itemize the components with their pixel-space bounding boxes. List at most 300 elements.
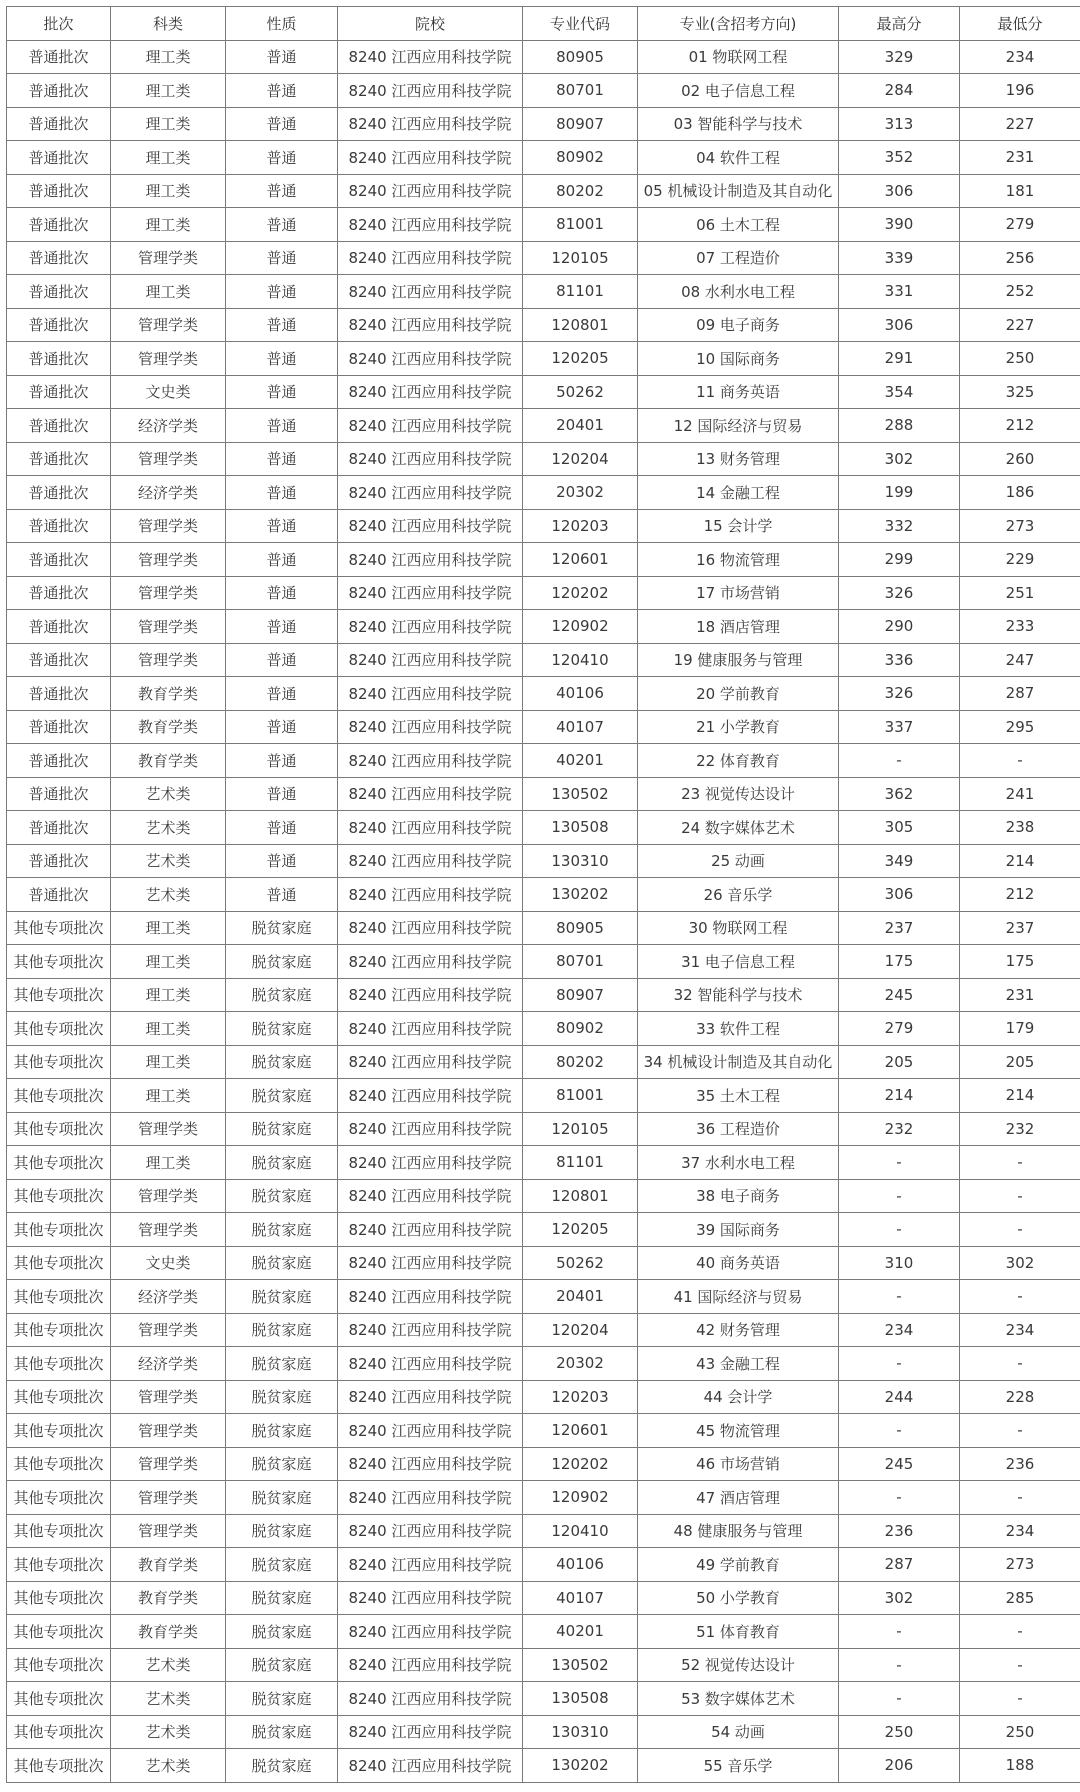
cell-type: 普通	[226, 241, 338, 275]
cell-major-code: 20401	[523, 1280, 638, 1314]
cell-max-score: -	[839, 1414, 960, 1448]
cell-batch: 普通批次	[7, 107, 111, 141]
cell-batch: 普通批次	[7, 174, 111, 208]
table-row	[7, 208, 1080, 242]
cell-category: 教育学类	[111, 710, 226, 744]
table-row	[7, 1246, 1080, 1280]
table-header-row	[7, 7, 1080, 41]
cell-school: 8240 江西应用科技学院	[338, 174, 523, 208]
cell-school: 8240 江西应用科技学院	[338, 1213, 523, 1247]
cell-school: 8240 江西应用科技学院	[338, 1548, 523, 1582]
cell-min-score: 186	[960, 476, 1080, 510]
cell-major-code: 20302	[523, 476, 638, 510]
cell-school: 8240 江西应用科技学院	[338, 74, 523, 108]
cell-type: 普通	[226, 844, 338, 878]
cell-max-score: 326	[839, 677, 960, 711]
cell-max-score: -	[839, 1648, 960, 1682]
cell-batch: 普通批次	[7, 141, 111, 175]
cell-major-code: 80902	[523, 141, 638, 175]
cell-category: 管理学类	[111, 1514, 226, 1548]
cell-min-score: 302	[960, 1246, 1080, 1280]
cell-batch: 其他专项批次	[7, 1581, 111, 1615]
cell-batch: 其他专项批次	[7, 1615, 111, 1649]
cell-batch: 普通批次	[7, 275, 111, 309]
cell-max-score: 331	[839, 275, 960, 309]
cell-major-code: 81001	[523, 208, 638, 242]
table-row	[7, 1179, 1080, 1213]
cell-min-score: -	[960, 1481, 1080, 1515]
cell-category: 管理学类	[111, 643, 226, 677]
cell-category: 理工类	[111, 40, 226, 74]
cell-max-score: 199	[839, 476, 960, 510]
table-row	[7, 1213, 1080, 1247]
table-row	[7, 509, 1080, 543]
cell-min-score: 232	[960, 1112, 1080, 1146]
cell-min-score: -	[960, 1648, 1080, 1682]
cell-category: 管理学类	[111, 576, 226, 610]
cell-category: 管理学类	[111, 1112, 226, 1146]
cell-max-score: -	[839, 1615, 960, 1649]
cell-category: 艺术类	[111, 844, 226, 878]
cell-major-code: 80907	[523, 107, 638, 141]
cell-school: 8240 江西应用科技学院	[338, 476, 523, 510]
cell-batch: 其他专项批次	[7, 1414, 111, 1448]
table-row	[7, 174, 1080, 208]
cell-min-score: 188	[960, 1749, 1080, 1783]
cell-type: 普通	[226, 710, 338, 744]
cell-category: 管理学类	[111, 442, 226, 476]
cell-min-score: -	[960, 1280, 1080, 1314]
cell-type: 脱贫家庭	[226, 1246, 338, 1280]
cell-batch: 普通批次	[7, 40, 111, 74]
cell-max-score: 310	[839, 1246, 960, 1280]
cell-batch: 其他专项批次	[7, 1447, 111, 1481]
cell-category: 艺术类	[111, 1682, 226, 1716]
cell-type: 普通	[226, 174, 338, 208]
table-row	[7, 1648, 1080, 1682]
cell-min-score: 325	[960, 375, 1080, 409]
cell-category: 管理学类	[111, 342, 226, 376]
cell-major-code: 40106	[523, 677, 638, 711]
cell-school: 8240 江西应用科技学院	[338, 543, 523, 577]
cell-category: 教育学类	[111, 744, 226, 778]
header-type: 性质	[226, 7, 338, 41]
cell-type: 普通	[226, 677, 338, 711]
cell-major-code: 130202	[523, 1749, 638, 1783]
cell-max-score: -	[839, 1179, 960, 1213]
cell-major: 13 财务管理	[638, 442, 839, 476]
cell-batch: 其他专项批次	[7, 1481, 111, 1515]
cell-min-score: 260	[960, 442, 1080, 476]
header-school: 院校	[338, 7, 523, 41]
cell-batch: 其他专项批次	[7, 978, 111, 1012]
cell-school: 8240 江西应用科技学院	[338, 1347, 523, 1381]
cell-min-score: 273	[960, 1548, 1080, 1582]
cell-major-code: 120601	[523, 543, 638, 577]
cell-major: 37 水利水电工程	[638, 1146, 839, 1180]
cell-batch: 普通批次	[7, 375, 111, 409]
cell-school: 8240 江西应用科技学院	[338, 1179, 523, 1213]
cell-major-code: 130310	[523, 1715, 638, 1749]
cell-major-code: 80202	[523, 174, 638, 208]
cell-min-score: 236	[960, 1447, 1080, 1481]
cell-major: 01 物联网工程	[638, 40, 839, 74]
cell-major-code: 120410	[523, 643, 638, 677]
cell-major: 05 机械设计制造及其自动化	[638, 174, 839, 208]
cell-school: 8240 江西应用科技学院	[338, 978, 523, 1012]
cell-type: 普通	[226, 576, 338, 610]
cell-min-score: -	[960, 1179, 1080, 1213]
cell-major: 08 水利水电工程	[638, 275, 839, 309]
table-row	[7, 1447, 1080, 1481]
cell-major: 53 数字媒体艺术	[638, 1682, 839, 1716]
table-row	[7, 878, 1080, 912]
cell-major-code: 20401	[523, 409, 638, 443]
cell-type: 脱贫家庭	[226, 1548, 338, 1582]
table-row	[7, 1280, 1080, 1314]
cell-major-code: 120202	[523, 576, 638, 610]
cell-max-score: 288	[839, 409, 960, 443]
table-row	[7, 40, 1080, 74]
cell-major-code: 80905	[523, 40, 638, 74]
cell-major-code: 40201	[523, 1615, 638, 1649]
cell-batch: 其他专项批次	[7, 1715, 111, 1749]
cell-school: 8240 江西应用科技学院	[338, 1481, 523, 1515]
cell-batch: 普通批次	[7, 342, 111, 376]
cell-school: 8240 江西应用科技学院	[338, 643, 523, 677]
cell-category: 艺术类	[111, 1715, 226, 1749]
cell-batch: 普通批次	[7, 476, 111, 510]
cell-major: 49 学前教育	[638, 1548, 839, 1582]
cell-batch: 普通批次	[7, 308, 111, 342]
cell-major-code: 81101	[523, 1146, 638, 1180]
table-row	[7, 342, 1080, 376]
table-row	[7, 107, 1080, 141]
cell-school: 8240 江西应用科技学院	[338, 1313, 523, 1347]
cell-major: 40 商务英语	[638, 1246, 839, 1280]
table-row	[7, 1615, 1080, 1649]
cell-max-score: 306	[839, 308, 960, 342]
cell-school: 8240 江西应用科技学院	[338, 308, 523, 342]
cell-max-score: 354	[839, 375, 960, 409]
cell-type: 脱贫家庭	[226, 1581, 338, 1615]
cell-max-score: 306	[839, 174, 960, 208]
cell-type: 普通	[226, 543, 338, 577]
cell-type: 普通	[226, 208, 338, 242]
cell-batch: 其他专项批次	[7, 1380, 111, 1414]
table-row	[7, 1380, 1080, 1414]
cell-type: 脱贫家庭	[226, 1648, 338, 1682]
cell-min-score: 237	[960, 911, 1080, 945]
cell-type: 普通	[226, 141, 338, 175]
cell-max-score: 306	[839, 878, 960, 912]
cell-max-score: 279	[839, 1012, 960, 1046]
cell-school: 8240 江西应用科技学院	[338, 107, 523, 141]
cell-type: 脱贫家庭	[226, 1481, 338, 1515]
cell-major: 03 智能科学与技术	[638, 107, 839, 141]
cell-max-score: 284	[839, 74, 960, 108]
cell-type: 脱贫家庭	[226, 1615, 338, 1649]
cell-batch: 其他专项批次	[7, 1682, 111, 1716]
cell-min-score: 295	[960, 710, 1080, 744]
cell-batch: 普通批次	[7, 777, 111, 811]
cell-type: 普通	[226, 643, 338, 677]
cell-min-score: -	[960, 744, 1080, 778]
cell-school: 8240 江西应用科技学院	[338, 744, 523, 778]
cell-major-code: 120902	[523, 610, 638, 644]
cell-max-score: 332	[839, 509, 960, 543]
cell-type: 脱贫家庭	[226, 1313, 338, 1347]
table-row	[7, 643, 1080, 677]
cell-school: 8240 江西应用科技学院	[338, 1146, 523, 1180]
cell-major-code: 130502	[523, 1648, 638, 1682]
cell-batch: 普通批次	[7, 74, 111, 108]
cell-max-score: 352	[839, 141, 960, 175]
cell-major: 11 商务英语	[638, 375, 839, 409]
cell-type: 普通	[226, 107, 338, 141]
cell-school: 8240 江西应用科技学院	[338, 878, 523, 912]
cell-min-score: 196	[960, 74, 1080, 108]
header-batch: 批次	[7, 7, 111, 41]
cell-min-score: 179	[960, 1012, 1080, 1046]
cell-min-score: -	[960, 1615, 1080, 1649]
cell-major-code: 130502	[523, 777, 638, 811]
cell-min-score: 212	[960, 878, 1080, 912]
table-row	[7, 476, 1080, 510]
cell-category: 教育学类	[111, 1581, 226, 1615]
cell-min-score: 238	[960, 811, 1080, 845]
cell-min-score: 175	[960, 945, 1080, 979]
cell-min-score: 247	[960, 643, 1080, 677]
table-row	[7, 610, 1080, 644]
table-row	[7, 777, 1080, 811]
cell-school: 8240 江西应用科技学院	[338, 1380, 523, 1414]
cell-category: 经济学类	[111, 1280, 226, 1314]
cell-major: 36 工程造价	[638, 1112, 839, 1146]
cell-category: 艺术类	[111, 1749, 226, 1783]
cell-major: 04 软件工程	[638, 141, 839, 175]
cell-major-code: 80905	[523, 911, 638, 945]
cell-category: 理工类	[111, 1045, 226, 1079]
cell-type: 普通	[226, 744, 338, 778]
cell-major: 02 电子信息工程	[638, 74, 839, 108]
cell-min-score: 228	[960, 1380, 1080, 1414]
cell-school: 8240 江西应用科技学院	[338, 141, 523, 175]
cell-major-code: 50262	[523, 375, 638, 409]
cell-max-score: 250	[839, 1715, 960, 1749]
cell-major: 10 国际商务	[638, 342, 839, 376]
cell-type: 脱贫家庭	[226, 1682, 338, 1716]
cell-major: 34 机械设计制造及其自动化	[638, 1045, 839, 1079]
cell-type: 普通	[226, 442, 338, 476]
cell-category: 理工类	[111, 208, 226, 242]
cell-school: 8240 江西应用科技学院	[338, 208, 523, 242]
cell-major: 54 动画	[638, 1715, 839, 1749]
table-row	[7, 241, 1080, 275]
cell-type: 普通	[226, 476, 338, 510]
cell-type: 普通	[226, 878, 338, 912]
cell-batch: 其他专项批次	[7, 1146, 111, 1180]
cell-max-score: 337	[839, 710, 960, 744]
cell-type: 脱贫家庭	[226, 1447, 338, 1481]
table-row	[7, 945, 1080, 979]
cell-major: 48 健康服务与管理	[638, 1514, 839, 1548]
cell-min-score: 279	[960, 208, 1080, 242]
cell-category: 管理学类	[111, 543, 226, 577]
cell-min-score: 234	[960, 1514, 1080, 1548]
table-row	[7, 1548, 1080, 1582]
cell-category: 理工类	[111, 174, 226, 208]
cell-min-score: -	[960, 1682, 1080, 1716]
cell-type: 普通	[226, 610, 338, 644]
cell-major-code: 120203	[523, 509, 638, 543]
cell-type: 脱贫家庭	[226, 1146, 338, 1180]
cell-school: 8240 江西应用科技学院	[338, 1715, 523, 1749]
cell-batch: 其他专项批次	[7, 1112, 111, 1146]
cell-major: 07 工程造价	[638, 241, 839, 275]
cell-min-score: -	[960, 1213, 1080, 1247]
cell-type: 脱贫家庭	[226, 1179, 338, 1213]
cell-max-score: 205	[839, 1045, 960, 1079]
cell-max-score: 336	[839, 643, 960, 677]
cell-major-code: 40106	[523, 1548, 638, 1582]
cell-school: 8240 江西应用科技学院	[338, 409, 523, 443]
cell-major: 46 市场营销	[638, 1447, 839, 1481]
table-row	[7, 375, 1080, 409]
header-max-score: 最高分	[839, 7, 960, 41]
cell-batch: 其他专项批次	[7, 1749, 111, 1783]
cell-min-score: 212	[960, 409, 1080, 443]
cell-min-score: 231	[960, 141, 1080, 175]
cell-type: 脱贫家庭	[226, 911, 338, 945]
cell-max-score: 299	[839, 543, 960, 577]
cell-school: 8240 江西应用科技学院	[338, 945, 523, 979]
cell-category: 理工类	[111, 275, 226, 309]
cell-major-code: 120601	[523, 1414, 638, 1448]
cell-max-score: 302	[839, 1581, 960, 1615]
cell-school: 8240 江西应用科技学院	[338, 677, 523, 711]
cell-school: 8240 江西应用科技学院	[338, 1648, 523, 1682]
cell-school: 8240 江西应用科技学院	[338, 576, 523, 610]
cell-major-code: 80701	[523, 945, 638, 979]
cell-min-score: 234	[960, 40, 1080, 74]
cell-max-score: 206	[839, 1749, 960, 1783]
cell-min-score: 214	[960, 844, 1080, 878]
cell-category: 教育学类	[111, 677, 226, 711]
cell-major: 33 软件工程	[638, 1012, 839, 1046]
cell-category: 管理学类	[111, 1414, 226, 1448]
cell-major: 06 土木工程	[638, 208, 839, 242]
cell-major: 47 酒店管理	[638, 1481, 839, 1515]
cell-category: 管理学类	[111, 1213, 226, 1247]
table-row	[7, 1146, 1080, 1180]
cell-max-score: 237	[839, 911, 960, 945]
cell-major-code: 130508	[523, 1682, 638, 1716]
cell-min-score: 233	[960, 610, 1080, 644]
admission-score-table	[6, 6, 1080, 1783]
cell-batch: 普通批次	[7, 576, 111, 610]
cell-category: 管理学类	[111, 1313, 226, 1347]
cell-major: 35 土木工程	[638, 1079, 839, 1113]
cell-major: 23 视觉传达设计	[638, 777, 839, 811]
cell-min-score: 205	[960, 1045, 1080, 1079]
cell-major: 39 国际商务	[638, 1213, 839, 1247]
cell-school: 8240 江西应用科技学院	[338, 811, 523, 845]
cell-type: 脱贫家庭	[226, 1079, 338, 1113]
cell-min-score: 250	[960, 1715, 1080, 1749]
cell-school: 8240 江西应用科技学院	[338, 777, 523, 811]
cell-batch: 普通批次	[7, 509, 111, 543]
cell-major-code: 20302	[523, 1347, 638, 1381]
cell-max-score: -	[839, 1213, 960, 1247]
cell-major: 21 小学教育	[638, 710, 839, 744]
cell-major: 24 数字媒体艺术	[638, 811, 839, 845]
cell-category: 理工类	[111, 1079, 226, 1113]
cell-type: 脱贫家庭	[226, 1280, 338, 1314]
cell-major-code: 130202	[523, 878, 638, 912]
cell-major: 38 电子商务	[638, 1179, 839, 1213]
cell-category: 艺术类	[111, 1648, 226, 1682]
table-row	[7, 1313, 1080, 1347]
cell-type: 脱贫家庭	[226, 1213, 338, 1247]
cell-min-score: 234	[960, 1313, 1080, 1347]
cell-category: 管理学类	[111, 308, 226, 342]
cell-type: 脱贫家庭	[226, 945, 338, 979]
cell-max-score: 291	[839, 342, 960, 376]
cell-school: 8240 江西应用科技学院	[338, 610, 523, 644]
table-row	[7, 1012, 1080, 1046]
cell-type: 脱贫家庭	[226, 1380, 338, 1414]
table-row	[7, 74, 1080, 108]
cell-category: 管理学类	[111, 610, 226, 644]
cell-max-score: 287	[839, 1548, 960, 1582]
cell-min-score: 214	[960, 1079, 1080, 1113]
cell-category: 艺术类	[111, 878, 226, 912]
cell-batch: 普通批次	[7, 677, 111, 711]
cell-max-score: -	[839, 1682, 960, 1716]
cell-major-code: 120205	[523, 342, 638, 376]
cell-batch: 其他专项批次	[7, 945, 111, 979]
table-row	[7, 1045, 1080, 1079]
cell-school: 8240 江西应用科技学院	[338, 1045, 523, 1079]
table-row	[7, 1749, 1080, 1783]
cell-major-code: 120801	[523, 1179, 638, 1213]
cell-batch: 普通批次	[7, 208, 111, 242]
cell-school: 8240 江西应用科技学院	[338, 1447, 523, 1481]
table-row	[7, 442, 1080, 476]
cell-major: 17 市场营销	[638, 576, 839, 610]
cell-max-score: 305	[839, 811, 960, 845]
cell-category: 艺术类	[111, 777, 226, 811]
cell-type: 普通	[226, 375, 338, 409]
cell-category: 经济学类	[111, 409, 226, 443]
cell-type: 脱贫家庭	[226, 1347, 338, 1381]
cell-min-score: 231	[960, 978, 1080, 1012]
table-row	[7, 744, 1080, 778]
table-row	[7, 844, 1080, 878]
cell-major-code: 120202	[523, 1447, 638, 1481]
table-row	[7, 1481, 1080, 1515]
cell-min-score: 285	[960, 1581, 1080, 1615]
cell-max-score: -	[839, 1280, 960, 1314]
cell-major: 19 健康服务与管理	[638, 643, 839, 677]
cell-type: 普通	[226, 74, 338, 108]
cell-category: 艺术类	[111, 811, 226, 845]
cell-major-code: 120204	[523, 1313, 638, 1347]
cell-type: 普通	[226, 777, 338, 811]
cell-batch: 普通批次	[7, 442, 111, 476]
cell-school: 8240 江西应用科技学院	[338, 1514, 523, 1548]
